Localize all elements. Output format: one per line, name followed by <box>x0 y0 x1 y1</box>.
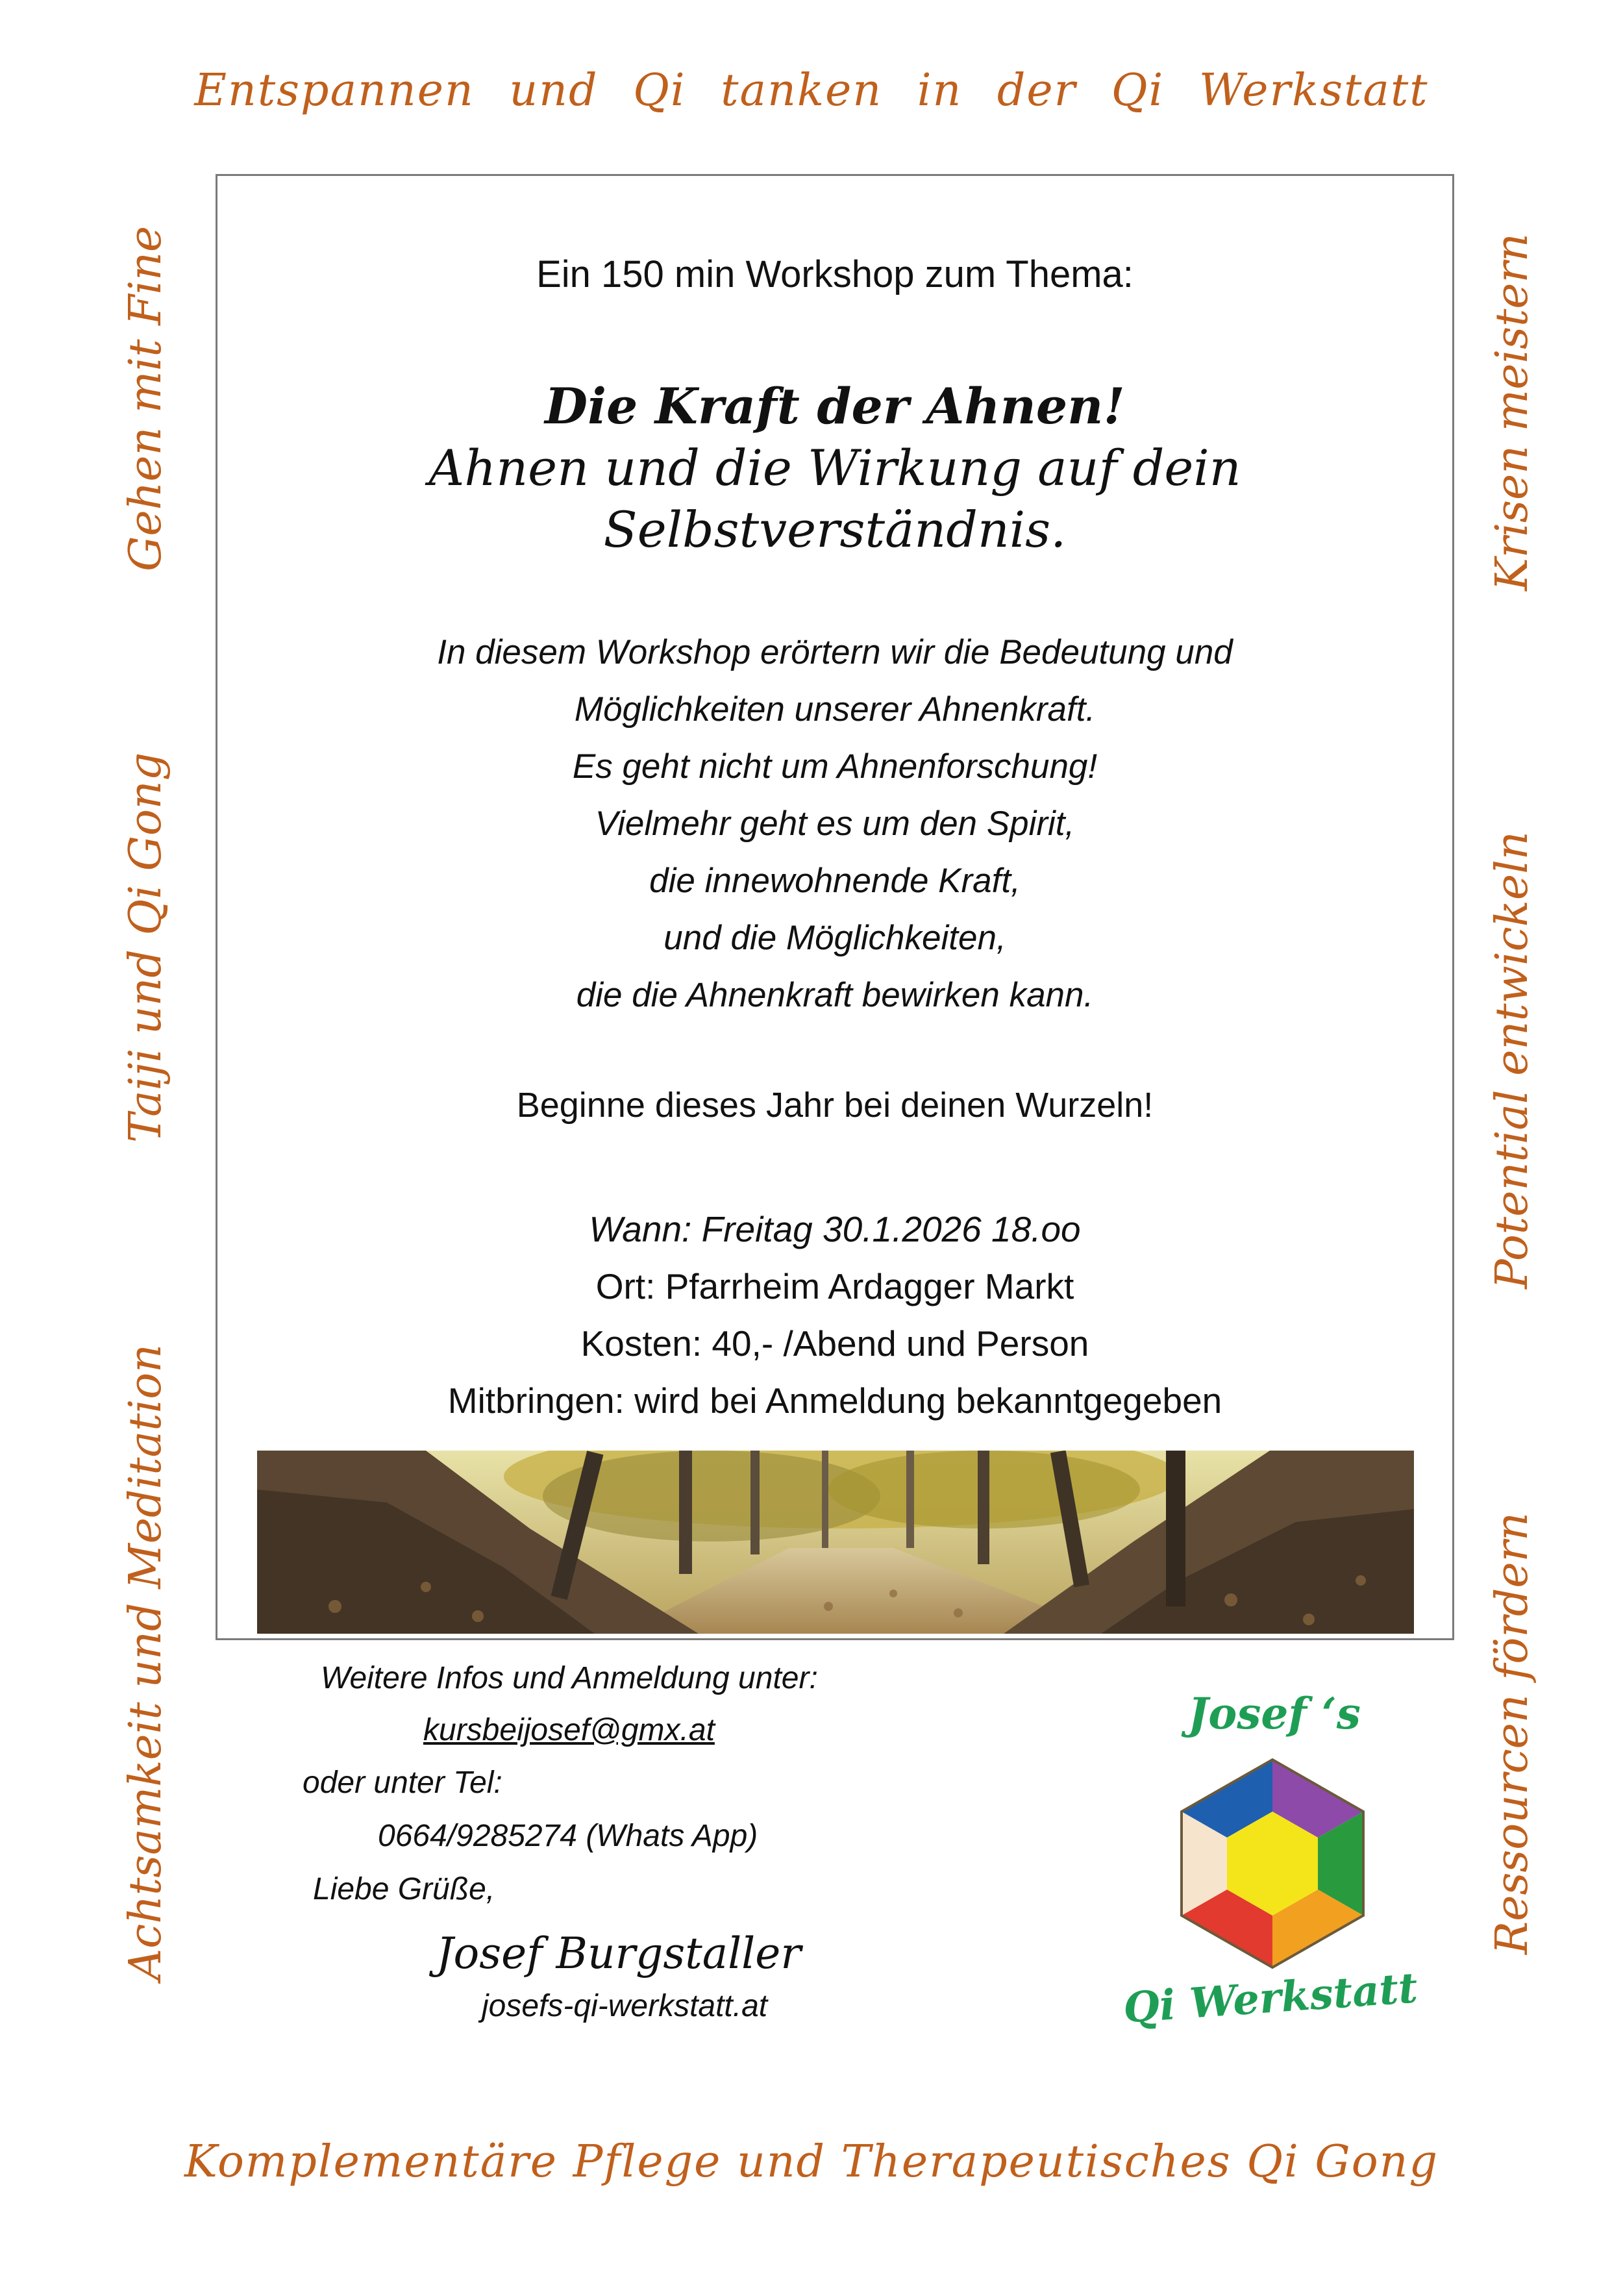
workshop-subtitle-line2: Selbstverständnis. <box>603 501 1067 558</box>
bottom-slogan: Komplementäre Pflege und Therapeutisches Qi Gong <box>184 2136 1439 2188</box>
left-slogan-taiji: Taiji und Qi Gong <box>120 752 171 1143</box>
forest-path-photo <box>257 1451 1414 1634</box>
workshop-motto: Beginne dieses Jahr bei deinen Wurzeln! <box>516 1086 1154 1125</box>
detail-bring: Mitbringen: wird bei Anmeldung bekanntgegeben <box>447 1380 1222 1421</box>
description-line: Es geht nicht um Ahnenforschung! <box>572 747 1098 786</box>
description-line: die die Ahnenkraft bewirken kann. <box>576 976 1094 1014</box>
top-slogan: Entspannen und Qi tanken in der Qi Werkstatt <box>194 65 1429 116</box>
left-slogan-walking: Gehen mit Fine <box>120 225 171 571</box>
workshop-description <box>217 624 1452 1024</box>
contact-info-label: Weitere Infos und Anmeldung unter: <box>321 1661 818 1695</box>
description-line: und die Möglichkeiten, <box>663 919 1006 957</box>
right-slogan-resources: Ressourcen fördern <box>1487 1512 1538 1954</box>
workshop-subtitle-line1: Ahnen und die Wirkung auf dein <box>428 439 1241 497</box>
website-link[interactable]: josefs-qi-werkstatt.at <box>482 1989 768 2023</box>
detail-when: Wann: Freitag 30.1.2026 18.oo <box>589 1209 1081 1249</box>
left-slogan-mindfulness: Achtsamkeit und Meditation <box>120 1344 171 1980</box>
workshop-title: Die Kraft der Ahnen! <box>545 377 1125 435</box>
phone-number[interactable]: 0664/9285274 (Whats App) <box>378 1819 758 1853</box>
right-slogan-crisis: Krisen meistern <box>1487 233 1538 591</box>
email-link[interactable]: kursbeijosef@gmx.at <box>423 1713 715 1747</box>
hexagon-logo-icon <box>1162 1753 1383 1974</box>
workshop-intro: Ein 150 min Workshop zum Thema: <box>536 253 1134 295</box>
greeting: Liebe Grüße, <box>313 1872 495 1906</box>
logo-bottom-text: Qi Werkstatt <box>1121 1964 1420 2033</box>
description-line: Möglichkeiten unserer Ahnenkraft. <box>574 690 1096 729</box>
logo-top-text: Josef ‘s <box>1188 1688 1361 1739</box>
qi-werkstatt-logo <box>1104 1675 1454 2039</box>
description-line: In diesem Workshop erörtern wir die Bedeutung und <box>437 633 1233 671</box>
phone-label: oder unter Tel: <box>303 1766 502 1800</box>
detail-where: Ort: Pfarrheim Ardagger Markt <box>595 1266 1074 1306</box>
right-slogan-potential: Potential entwickeln <box>1487 831 1538 1289</box>
signature: Josef Burgstaller <box>436 1928 801 1978</box>
detail-cost: Kosten: 40,- /Abend und Person <box>580 1323 1089 1364</box>
workshop-frame <box>216 174 1454 1640</box>
description-line: Vielmehr geht es um den Spirit, <box>595 805 1075 843</box>
description-line: die innewohnende Kraft, <box>649 862 1021 900</box>
workshop-details <box>217 1201 1452 1429</box>
